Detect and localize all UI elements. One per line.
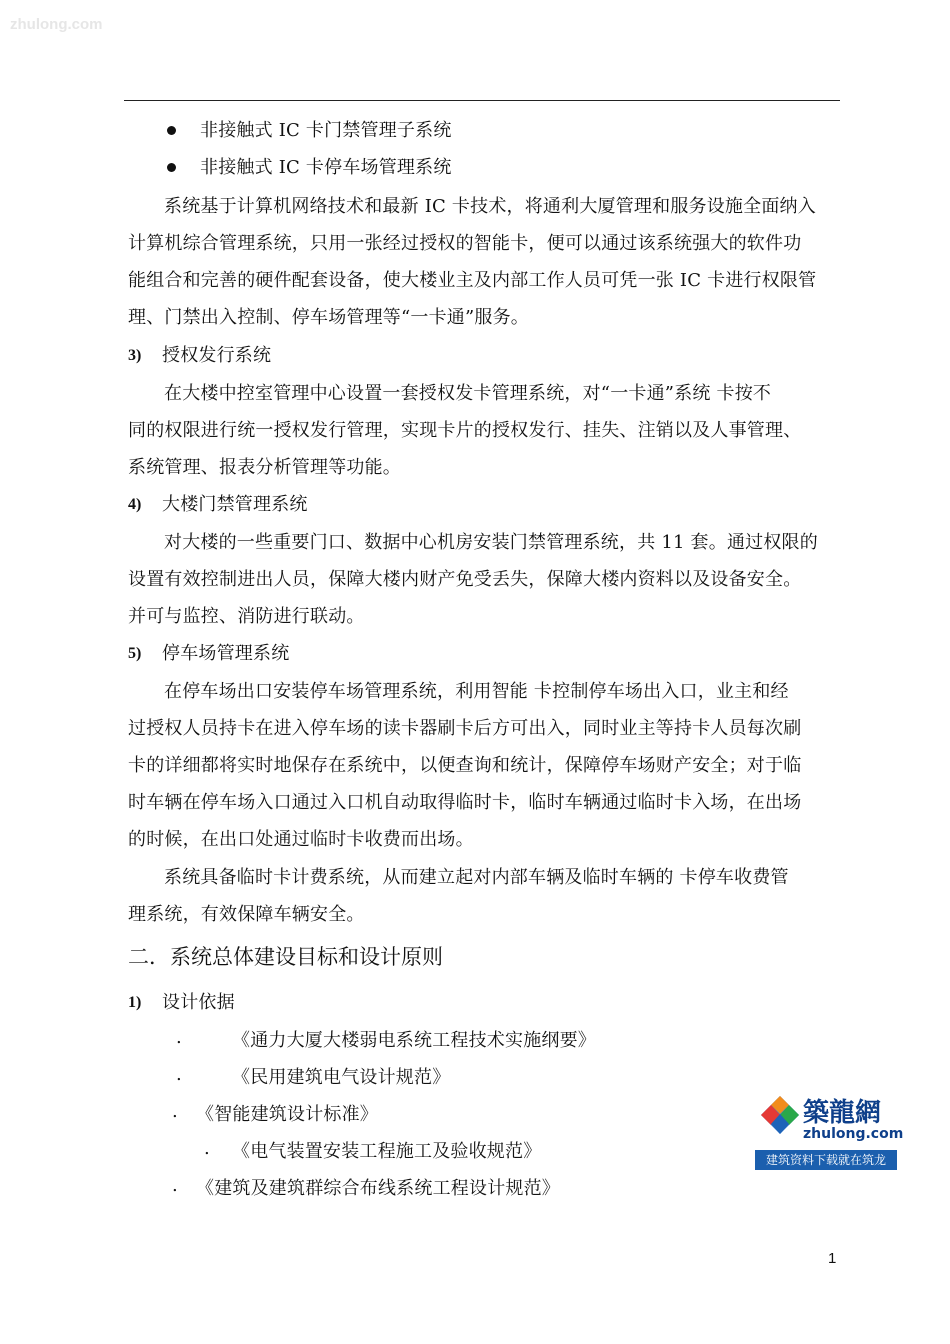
paragraph-line: 理、门禁出入控制、停车场管理等“一卡通”服务。 xyxy=(128,307,530,328)
paragraph-line: 对大楼的一些重要门口、数据中心机房安装门禁管理系统，共 11 套。通过权限的 xyxy=(164,532,818,553)
section-heading: 二．系统总体建设目标和设计原则 xyxy=(128,945,443,969)
section-number: 4) xyxy=(128,496,142,513)
reference-item: 《智能建筑设计标准》 xyxy=(196,1104,378,1125)
reference-item: 《通力大厦大楼弱电系统工程技术实施纲要》 xyxy=(232,1030,596,1051)
paragraph-line: 系统管理、报表分析管理等功能。 xyxy=(128,457,401,478)
logo-mark-icon xyxy=(757,1092,803,1148)
zhulong-logo xyxy=(755,1090,904,1170)
list-dot: . xyxy=(172,1101,178,1122)
paragraph-line: 的时候，在出口处通过临时卡收费而出场。 xyxy=(128,829,474,850)
paragraph-line: 能组合和完善的硬件配套设备，使大楼业主及内部工作人员可凭一张 IC 卡进行权限管 xyxy=(128,270,817,291)
section-number: 5) xyxy=(128,645,142,662)
reference-item: 《电气装置安装工程施工及验收规范》 xyxy=(232,1141,542,1162)
list-dot: . xyxy=(204,1138,210,1159)
watermark: zhulong.com xyxy=(10,16,103,33)
section-title: 设计依据 xyxy=(162,992,235,1013)
logo-chinese-name: 築龍網 xyxy=(803,1098,882,1128)
section-number: 3) xyxy=(128,347,142,364)
paragraph-line: 在停车场出口安装停车场管理系统，利用智能 卡控制停车场出入口，业主和经 xyxy=(164,681,789,702)
paragraph-line: 时车辆在停车场入口通过入口机自动取得临时卡，临时车辆通过临时卡入场，在出场 xyxy=(128,792,802,813)
bullet-dot xyxy=(167,163,176,172)
bullet-item: 非接触式 IC 卡停车场管理系统 xyxy=(200,157,452,178)
paragraph-line: 系统具备临时卡计费系统，从而建立起对内部车辆及临时车辆的 卡停车收费管 xyxy=(164,867,789,888)
reference-item: 《民用建筑电气设计规范》 xyxy=(232,1067,451,1088)
paragraph-line: 并可与监控、消防进行联动。 xyxy=(128,606,365,627)
paragraph-line: 卡的详细都将实时地保存在系统中，以便查询和统计，保障停车场财产安全；对于临 xyxy=(128,755,802,776)
header-rule xyxy=(124,100,840,101)
logo-slogan: 建筑资料下载就在筑龙 xyxy=(755,1150,897,1170)
page-number: 1 xyxy=(828,1250,837,1267)
section-title: 停车场管理系统 xyxy=(162,643,290,664)
paragraph-line: 过授权人员持卡在进入停车场的读卡器刷卡后方可出入，同时业主等持卡人员每次刷 xyxy=(128,718,802,739)
paragraph-line: 系统基于计算机网络技术和最新 IC 卡技术，将通利大厦管理和服务设施全面纳入 xyxy=(164,196,816,217)
paragraph-line: 计算机综合管理系统，只用一张经过授权的智能卡，便可以通过该系统强大的软件功 xyxy=(128,233,802,254)
paragraph-line: 理系统，有效保障车辆安全。 xyxy=(128,904,365,925)
logo-domain: zhulong.com xyxy=(803,1126,904,1142)
section-title: 授权发行系统 xyxy=(162,345,272,366)
section-title: 大楼门禁管理系统 xyxy=(162,494,308,515)
reference-item: 《建筑及建筑群综合布线系统工程设计规范》 xyxy=(196,1178,560,1199)
paragraph-line: 同的权限进行统一授权发行管理，实现卡片的授权发行、挂失、注销以及人事管理、 xyxy=(128,420,802,441)
bullet-dot xyxy=(167,126,176,135)
list-dot: . xyxy=(172,1175,178,1196)
list-dot: . xyxy=(176,1064,182,1085)
list-dot: . xyxy=(176,1027,182,1048)
section-number: 1) xyxy=(128,994,142,1011)
bullet-item: 非接触式 IC 卡门禁管理子系统 xyxy=(200,120,452,141)
paragraph-line: 设置有效控制进出人员，保障大楼内财产免受丢失，保障大楼内资料以及设备安全。 xyxy=(128,569,802,590)
paragraph-line: 在大楼中控室管理中心设置一套授权发卡管理系统，对“一卡通”系统 卡按不 xyxy=(164,383,772,404)
